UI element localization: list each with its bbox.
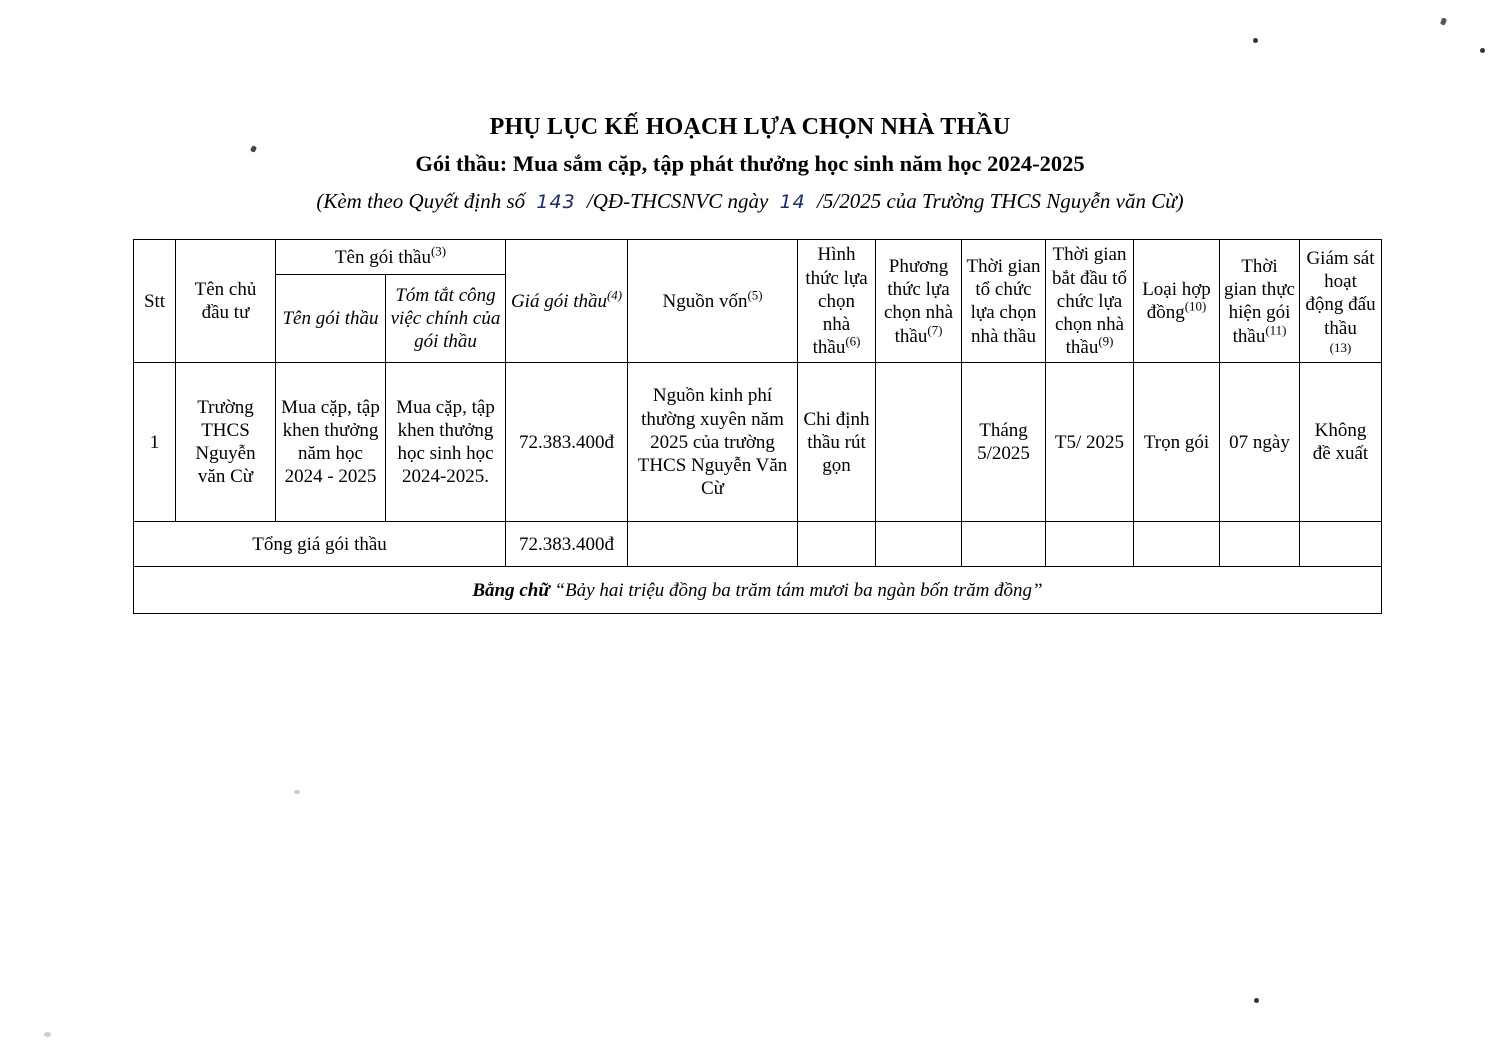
header-funding-source	[628, 240, 798, 363]
table-head	[134, 240, 1382, 363]
header-package-summary: Tóm tắt công việc chính của gói thầu	[386, 275, 506, 363]
cell-time-organize: Tháng 5/2025	[962, 363, 1046, 522]
total-blank-12	[1220, 522, 1300, 567]
cell-investor: Trường THCS Nguyễn văn Cừ	[176, 363, 276, 522]
header-selection-form	[798, 240, 876, 363]
amount-in-words-value: “Bảy hai triệu đồng ba trăm tám mươi ba ngàn bốn trăm đồng”	[554, 579, 1043, 601]
total-row	[134, 522, 1382, 567]
cell-contract-type: Trọn gói	[1134, 363, 1220, 522]
header-time-start-sup: (9)	[1098, 333, 1114, 349]
stray-mark	[1440, 17, 1447, 25]
header-contract-type-label: Loại hợp đồng	[1142, 279, 1211, 324]
bid-plan-table	[133, 239, 1382, 614]
header-selection-method-label: Phương thức lựa chọn nhà thầu	[883, 256, 954, 347]
total-blank-11	[1134, 522, 1220, 567]
header-package-price-label: Giá gói thầu	[510, 290, 607, 312]
total-blank-10	[1046, 522, 1134, 567]
total-value: 72.383.400đ	[506, 522, 628, 567]
cell-package-summary: Mua cặp, tập khen thưởng học sinh học 2024-2025.	[386, 363, 506, 522]
header-stt: Stt	[134, 240, 176, 363]
cell-selection-form: Chi định thầu rút gọn	[798, 363, 876, 522]
header-supervision	[1300, 240, 1382, 363]
cell-package-name: Mua cặp, tập khen thưởng năm học 2024 - 2025	[276, 363, 386, 522]
header-contract-type	[1134, 240, 1220, 363]
cell-funding-source: Nguồn kinh phí thường xuyên năm 2025 của trường THCS Nguyễn Văn Cừ	[628, 363, 798, 522]
header-selection-method	[876, 240, 962, 363]
header-time-start-label: Thời gian bắt đầu tổ chức lựa chọn nhà thầu	[1052, 244, 1127, 359]
total-blank-13	[1300, 522, 1382, 567]
header-selection-form-label: Hình thức lựa chọn nhà thầu	[805, 244, 868, 359]
table-row	[134, 363, 1382, 522]
title-block	[0, 112, 1500, 215]
header-package-price-sup: (4)	[607, 287, 623, 303]
header-package-group-label: Tên gói thầu	[334, 246, 431, 268]
cell-supervision: Không đề xuất	[1300, 363, 1382, 522]
decision-reference-prefix: (Kèm theo Quyết định số	[316, 189, 526, 214]
header-contract-type-sup: (10)	[1184, 299, 1207, 315]
table-header-row-1	[134, 240, 1382, 275]
cell-package-price: 72.383.400đ	[506, 363, 628, 522]
header-exec-time-sup: (11)	[1265, 322, 1287, 338]
header-time-organize: Thời gian tổ chức lựa chọn nhà thầu	[962, 240, 1046, 363]
header-funding-source-sup: (5)	[747, 287, 763, 303]
stray-mark	[1254, 998, 1259, 1003]
header-package-name: Tên gói thầu	[276, 275, 386, 363]
header-exec-time	[1220, 240, 1300, 363]
table-body	[134, 363, 1382, 614]
header-funding-source-label: Nguồn vốn	[662, 290, 748, 312]
cell-stt: 1	[134, 363, 176, 522]
header-supervision-label: Giám sát hoạt động đấu thầu	[1305, 248, 1376, 339]
header-package-price	[506, 240, 628, 363]
stray-mark	[1253, 38, 1258, 43]
decision-reference	[0, 188, 1500, 215]
decision-reference-middle: /QĐ-THCSNVC ngày	[586, 189, 769, 214]
cell-exec-time: 07 ngày	[1220, 363, 1300, 522]
cell-time-start: T5/ 2025	[1046, 363, 1134, 522]
header-supervision-sup: (13)	[1329, 339, 1352, 355]
total-label: Tổng giá gói thầu	[134, 522, 506, 567]
bid-plan-table-wrapper	[0, 239, 1500, 614]
total-blank-6	[628, 522, 798, 567]
amount-in-words-label: Bằng chữ	[472, 579, 550, 601]
handwritten-decision-number: 143	[536, 191, 576, 214]
header-package-group-sup: (3)	[430, 243, 447, 259]
page-title: PHỤ LỤC KẾ HOẠCH LỰA CHỌN NHÀ THẦU	[489, 114, 1011, 140]
amount-in-words-cell	[134, 567, 1382, 614]
total-blank-8	[876, 522, 962, 567]
amount-in-words-row	[134, 567, 1382, 614]
decision-reference-suffix: /5/2025 của Trường THCS Nguyễn văn Cừ)	[817, 189, 1184, 214]
cell-selection-method	[876, 363, 962, 522]
header-investor: Tên chủ đầu tư	[176, 240, 276, 363]
header-time-start	[1046, 240, 1134, 363]
header-selection-form-sup: (6)	[845, 333, 861, 349]
stray-mark	[294, 790, 300, 794]
total-blank-7	[798, 522, 876, 567]
stray-mark	[1480, 48, 1485, 53]
handwritten-day: 14	[779, 191, 806, 214]
header-selection-method-sup: (7)	[927, 322, 943, 338]
header-exec-time-label: Thời gian thực hiện gói thầu	[1224, 256, 1295, 347]
header-package-group	[276, 240, 506, 275]
stray-mark	[44, 1032, 51, 1037]
page-subtitle: Gói thầu: Mua sắm cặp, tập phát thưởng học sinh năm học 2024-2025	[415, 151, 1085, 176]
total-blank-9	[962, 522, 1046, 567]
